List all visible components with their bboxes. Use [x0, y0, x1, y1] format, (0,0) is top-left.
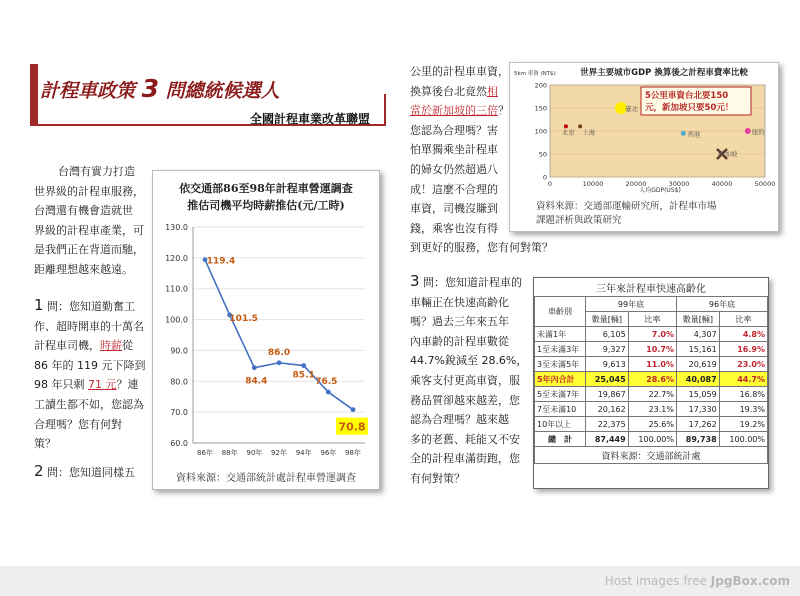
question-3: 3 問：您知道計程車的 車輛正在快速高齡化 嗎？過去三年來五年 內車齡的計程車數從 44.7%銳減至 28.6%， 乘客支付更高車資，服 務品質卻越來越差，您 認為合理嗎？越來越 多的老舊、耗能又不安 全的計程車滿街跑，您 有何對策？ — [410, 272, 528, 485]
table-row-highlight: 5年內合計 25,045 28.6% 40,087 44.7% — [535, 372, 768, 387]
vehicle-age-table-figure — [533, 277, 769, 489]
question-2-start: 2 問：您知道同樣五 — [34, 462, 136, 480]
table-row: 7至未滿10 20,162 23.1% 17,330 19.3% — [535, 402, 768, 417]
question-2-body: 公里的計程車車資， 換算後台北竟然相 當於新加坡的三倍？ 您認為合理嗎？害 怕單獨乘坐計程車 的婦女仍然超過八 成！這麼不合理的 車資，司機沒賺到 錢，乘客也沒有得 到更好的服務，您有何對策？ — [410, 65, 553, 255]
table-sub-count-a: 數量[輛] — [586, 312, 629, 327]
hourly-wage-chart — [152, 170, 380, 490]
chart1-data-label: 101.5 — [229, 313, 258, 324]
page-title: 計程車政策 3 問總統候選人 — [40, 74, 280, 103]
page-subtitle: 全國計程車業改革聯盟 — [250, 112, 371, 126]
chart1-ytick: 90.0 — [170, 346, 188, 356]
chart1-source: 資料來源：交通部統計處計程車營運調查 — [176, 473, 356, 484]
table-source: 資料來源：交通部統計處 — [535, 447, 768, 464]
chart1-point — [351, 407, 356, 412]
chart2-point-label: 新加坡 — [718, 150, 738, 158]
table-row: 10年以上 22,375 25.6% 17,262 19.2% — [535, 417, 768, 432]
chart1-xtick: 98年 — [345, 449, 361, 457]
chart1-data-label: 119.4 — [206, 256, 236, 267]
table-row: 3至未滿5年 9,613 11.0% 20,619 23.0% — [535, 357, 768, 372]
table-col-age: 車齡別 — [535, 297, 586, 327]
chart2-ytick: 200 — [534, 81, 547, 90]
chart2-ylabel: 5km 車資 (NT$) — [514, 71, 556, 77]
chart2-point-label: 紐約 — [751, 128, 765, 136]
chart1-point — [326, 390, 331, 395]
chart2-xlabel: 人均GDP(US$) — [639, 187, 681, 194]
chart1-xtick: 92年 — [271, 449, 287, 457]
chart1-data-label: 86.0 — [267, 347, 291, 358]
chart1-xtick: 94年 — [295, 449, 312, 457]
chart2-point-label: 香港 — [687, 130, 701, 139]
gdp-fare-figure — [509, 62, 779, 232]
title-accent-bar — [30, 64, 38, 124]
chart2-xtick: 30000 — [668, 180, 690, 188]
chart2-xtick: 10000 — [582, 180, 604, 188]
chart2-xtick: 20000 — [625, 180, 647, 188]
chart1-series-line — [205, 260, 353, 410]
chart1-ytick: 60.0 — [170, 439, 188, 448]
chart2-source-line1: 資料來源：交通部運輸研究所，計程車市場 — [536, 201, 717, 212]
chart1-data-label: 84.4 — [245, 376, 268, 387]
chart2-ytick: 100 — [534, 127, 547, 136]
gdp-fare-chart-svg — [510, 63, 778, 231]
table-row: 5至未滿7年 19,867 22.7% 15,059 16.8% — [535, 387, 768, 402]
chart1-xtick: 90年 — [246, 449, 263, 457]
hourly-wage-chart-svg — [153, 171, 379, 489]
table-sub-ratio-a: 比率 — [628, 312, 676, 327]
chart1-point — [277, 360, 282, 365]
chart1-ytick: 110.0 — [165, 284, 188, 294]
footer-watermark[interactable]: Host images free JpgBox.com — [604, 574, 790, 588]
chart1-point — [252, 365, 257, 370]
fare-callout — [641, 87, 751, 115]
chart2-point — [745, 128, 751, 134]
table-row: 未滿1年 6,105 7.0% 4,307 4.8% — [535, 327, 768, 342]
chart2-point — [681, 131, 686, 136]
chart2-point-label: 北京 — [561, 128, 575, 137]
table-year-a: 99年底 — [586, 297, 677, 312]
fare-callout-line2: 元，新加坡只要50元！ — [645, 103, 734, 113]
chart1-ytick: 70.0 — [170, 408, 188, 418]
chart2-point-label: 臺北 — [624, 105, 638, 113]
title-right-rule — [384, 94, 386, 126]
chart2-source-line2: 課題評析與政策研究 — [536, 215, 622, 226]
chart2-xtick: 0 — [547, 180, 553, 188]
chart1-data-label: 85.1 — [292, 370, 315, 381]
table-sub-ratio-b: 比率 — [719, 312, 767, 327]
vehicle-age-table — [534, 278, 768, 464]
chart2-ytick: 50 — [538, 150, 547, 159]
chart1-ytick: 100.0 — [165, 315, 188, 325]
chart1-data-label: 76.5 — [315, 377, 338, 388]
intro-paragraph: 台灣有實力打造 世界級的計程車服務， 台灣還有機會造就世 界級的計程車產業，可 是我們正在背道而馳， 距離理想越來越遠。 — [34, 165, 144, 276]
chart1-data-label: 70.8 — [338, 420, 366, 434]
chart1-xtick: 86年 — [197, 449, 213, 457]
chart1-ytick: 120.0 — [165, 253, 188, 263]
chart2-ytick: 0 — [542, 173, 547, 182]
chart1-point — [301, 363, 306, 368]
chart2-xtick: 40000 — [711, 180, 733, 188]
fare-callout-line1: 5公里車資台北要150 — [645, 91, 729, 101]
chart1-subtitle: 推估司機平均時薪推估(元/工時) — [187, 199, 345, 212]
chart1-xtick: 96年 — [320, 449, 337, 457]
table-year-b: 96年底 — [676, 297, 767, 312]
chart2-ytick: 150 — [534, 104, 547, 113]
question-1: 1 問：您知道勤奮工 作、超時開車的十萬名 計程車司機，時薪從 86 年的 119 元下降到 98 年只剩 71 元？連 工讀生都不如，您認為 合理嗎？您有何對 策？ — [34, 296, 146, 451]
table-row-total: 總 計 87,449 100.00% 89,738 100.00% — [535, 432, 768, 447]
chart2-point-label: 上海 — [582, 128, 596, 137]
chart1-xtick: 88年 — [221, 449, 238, 457]
table-title: 三年來計程車快速高齡化 — [535, 278, 768, 297]
chart1-ytick: 130.0 — [165, 223, 188, 232]
chart2-xtick: 50000 — [754, 180, 776, 188]
chart1-ytick: 80.0 — [170, 377, 188, 387]
table-row: 1至未滿3年 9,327 10.7% 15,161 16.9% — [535, 342, 768, 357]
table-sub-count-b: 數量[輛] — [676, 312, 719, 327]
chart2-title: 世界主要城市GDP 換算後之計程車費率比較 — [580, 68, 748, 78]
chart1-title: 依交通部86至98年計程車營運調查 — [179, 182, 353, 195]
